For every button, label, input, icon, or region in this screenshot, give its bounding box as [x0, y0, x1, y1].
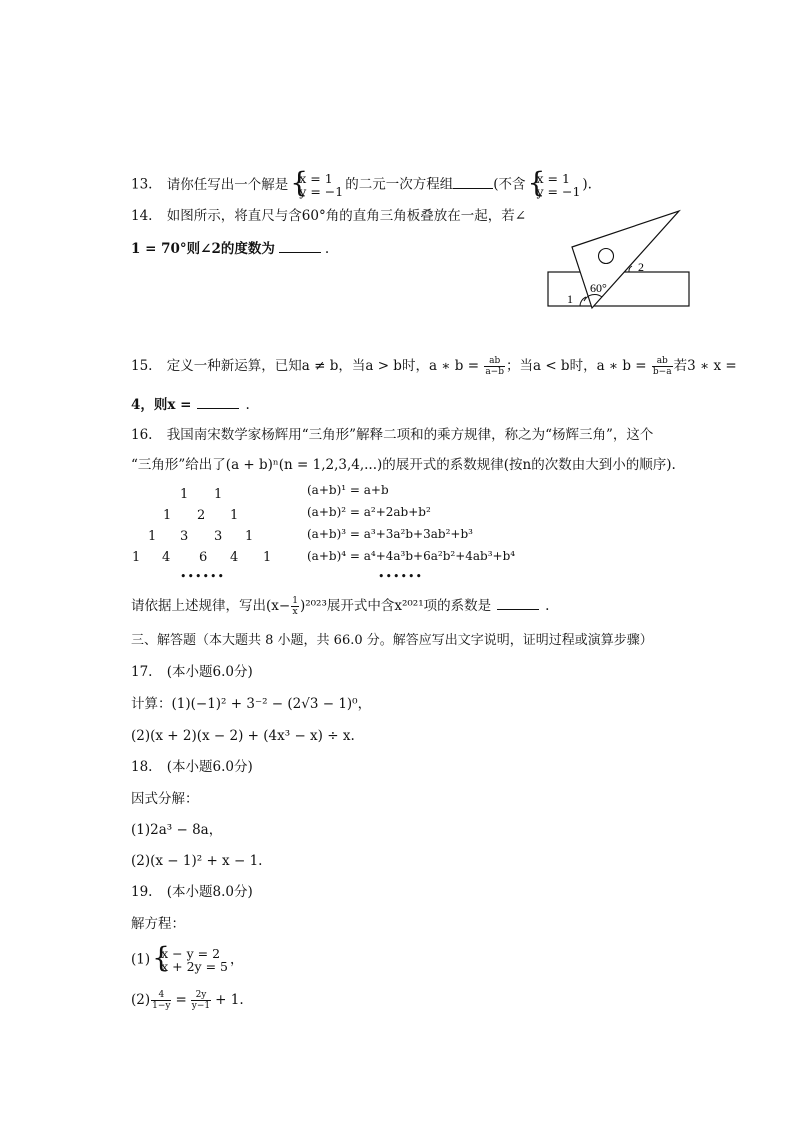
triangle-number: 3 — [180, 529, 189, 544]
angle-label-1: 1 — [567, 292, 573, 306]
question-number: 16. — [131, 427, 153, 443]
q18-instruction: 因式分解： — [131, 791, 199, 807]
set-square — [572, 211, 679, 308]
q18-part1: (1)2a³ − 8a， — [131, 822, 223, 838]
fraction: $\frac{ab}{b-a}$ — [652, 356, 672, 377]
question-14-line2 — [131, 238, 329, 259]
expansion-line: (a+b)³ = a³+3a²b+3ab²+b³ — [307, 527, 473, 541]
question-16 — [131, 425, 653, 445]
question-text: 我国南宋数学家杨辉用“三角形”解释二项和的乘方规律，称之为“杨辉三角”，这个 — [166, 427, 654, 443]
question-number: 19. — [131, 884, 153, 900]
triangle-number: 4 — [230, 550, 239, 565]
question-text: 的二元一次方程组 — [345, 176, 454, 193]
answer-blank[interactable] — [197, 394, 239, 409]
angle-label-60: 60° — [590, 281, 607, 295]
question-text: 1 = 70°则∠2的度数为 — [131, 241, 275, 257]
q19-part2 — [131, 990, 244, 1011]
punctuation: . — [545, 598, 550, 614]
equation-system: { x = 1 y = −1 — [290, 166, 344, 199]
triangle-number: 1 — [148, 529, 157, 544]
fraction: $\frac{1}{x}$ — [292, 596, 298, 617]
question-text: 4，则x = — [131, 397, 192, 413]
system-row: x = 1 — [299, 171, 333, 186]
system-row: y = −1 — [299, 184, 344, 199]
part-label: (1) — [131, 951, 151, 968]
system-row: y = −1 — [536, 184, 581, 199]
system-row: x − y = 2 — [161, 946, 221, 961]
fraction: $\frac{2y}{y-1}$ — [191, 990, 211, 1011]
question-15-line2 — [131, 394, 250, 415]
question-text: ). — [582, 176, 592, 193]
system-row: x = 1 — [536, 171, 570, 186]
question-text: 请你任写出一个解是 — [166, 176, 289, 193]
punctuation: . — [324, 241, 330, 257]
q18-part2: (2)(x − 1)² + x − 1. — [131, 853, 263, 869]
binomial-expansions — [307, 479, 515, 567]
question-15 — [131, 356, 737, 377]
question-number: 13. — [131, 176, 153, 193]
question-score: (本小题6.0分) — [166, 759, 253, 775]
q17-part1: 计算：(1)(−1)² + 3⁻² − (2√3 − 1)⁰， — [131, 696, 372, 712]
q17-part2: (2)(x + 2)(x − 2) + (4x³ − x) ÷ x. — [131, 728, 355, 744]
question-number: 17. — [131, 664, 153, 680]
question-number: 15. — [131, 358, 153, 374]
question-19 — [131, 882, 253, 902]
triangle-continuation-dots: •••••• — [180, 570, 225, 583]
question-text: (不含 — [493, 176, 526, 193]
question-14 — [131, 206, 526, 226]
answer-blank[interactable] — [497, 595, 539, 610]
angle-label-2: 2 — [638, 260, 644, 274]
equation-system: { x = 1 y = −1 — [527, 166, 581, 199]
triangle-number: 1 — [214, 487, 223, 502]
punctuation: ， — [229, 951, 244, 968]
question-text: 若3 ∗ x = — [673, 358, 737, 374]
question-18 — [131, 757, 253, 777]
q19-part1 — [131, 941, 244, 974]
q19-instruction: 解方程： — [131, 916, 185, 932]
question-text: “三角形”给出了(a + b)ⁿ(n = 1,2,3,4,...)的展开式的系数规律(按n的次数由大到小的顺序). — [131, 457, 676, 473]
answer-blank[interactable] — [279, 238, 321, 253]
triangle-number: 6 — [199, 550, 208, 565]
angle-1-arc — [580, 297, 586, 306]
expansion-continuation-dots: •••••• — [378, 570, 423, 583]
triangle-number: 1 — [263, 550, 272, 565]
triangle-number: 4 — [162, 550, 171, 565]
question-text: )²⁰²³展开式中含x²⁰²¹项的系数是 — [299, 598, 492, 614]
part-label: (2) — [131, 992, 151, 1008]
fraction: $\frac{4}{1-y}$ — [152, 990, 171, 1011]
fraction: $\frac{ab}{a-b}$ — [485, 356, 504, 377]
triangle-number: 2 — [197, 508, 206, 523]
punctuation: . — [245, 397, 250, 413]
question-text: 如图所示，将直尺与含60°角的直角三角板叠放在一起，若∠ — [166, 208, 527, 224]
section-heading: 三、解答题（本大题共 8 小题，共 66.0 分。解答应写出文字说明，证明过程或演算步骤） — [131, 633, 653, 648]
triangle-number: 1 — [230, 508, 239, 523]
question-13 — [131, 166, 592, 199]
question-text: ；当a < b时，a ∗ b = — [505, 358, 647, 374]
triangle-number: 1 — [180, 487, 189, 502]
question-text: 请依据上述规律，写出(x− — [131, 598, 291, 614]
expansion-line: (a+b)⁴ = a⁴+4a³b+6a²b²+4ab³+b⁴ — [307, 549, 516, 563]
question-score: (本小题8.0分) — [166, 884, 253, 900]
answer-blank[interactable] — [453, 174, 493, 189]
ruler-triangle-figure — [540, 205, 700, 315]
equation-system: { x − y = 2 x + 2y = 5 — [152, 941, 228, 974]
expansion-line: (a+b)² = a²+2ab+b² — [307, 505, 431, 519]
question-16-line2 — [131, 455, 676, 475]
question-16-ask — [131, 595, 549, 617]
question-text: 定义一种新运算，已知a ≠ b，当a > b时，a ∗ b = — [166, 358, 480, 374]
question-17 — [131, 662, 253, 682]
system-row: x + 2y = 5 — [161, 959, 228, 974]
question-number: 14. — [131, 208, 153, 224]
triangle-number: 1 — [132, 550, 141, 565]
triangle-number: 1 — [245, 529, 254, 544]
expansion-line: (a+b)¹ = a+b — [307, 483, 389, 497]
equation-end: + 1. — [215, 992, 244, 1008]
equals-sign: = — [175, 992, 187, 1008]
question-number: 18. — [131, 759, 153, 775]
triangle-number: 3 — [214, 529, 223, 544]
question-score: (本小题6.0分) — [166, 664, 253, 680]
triangle-number: 1 — [163, 508, 172, 523]
